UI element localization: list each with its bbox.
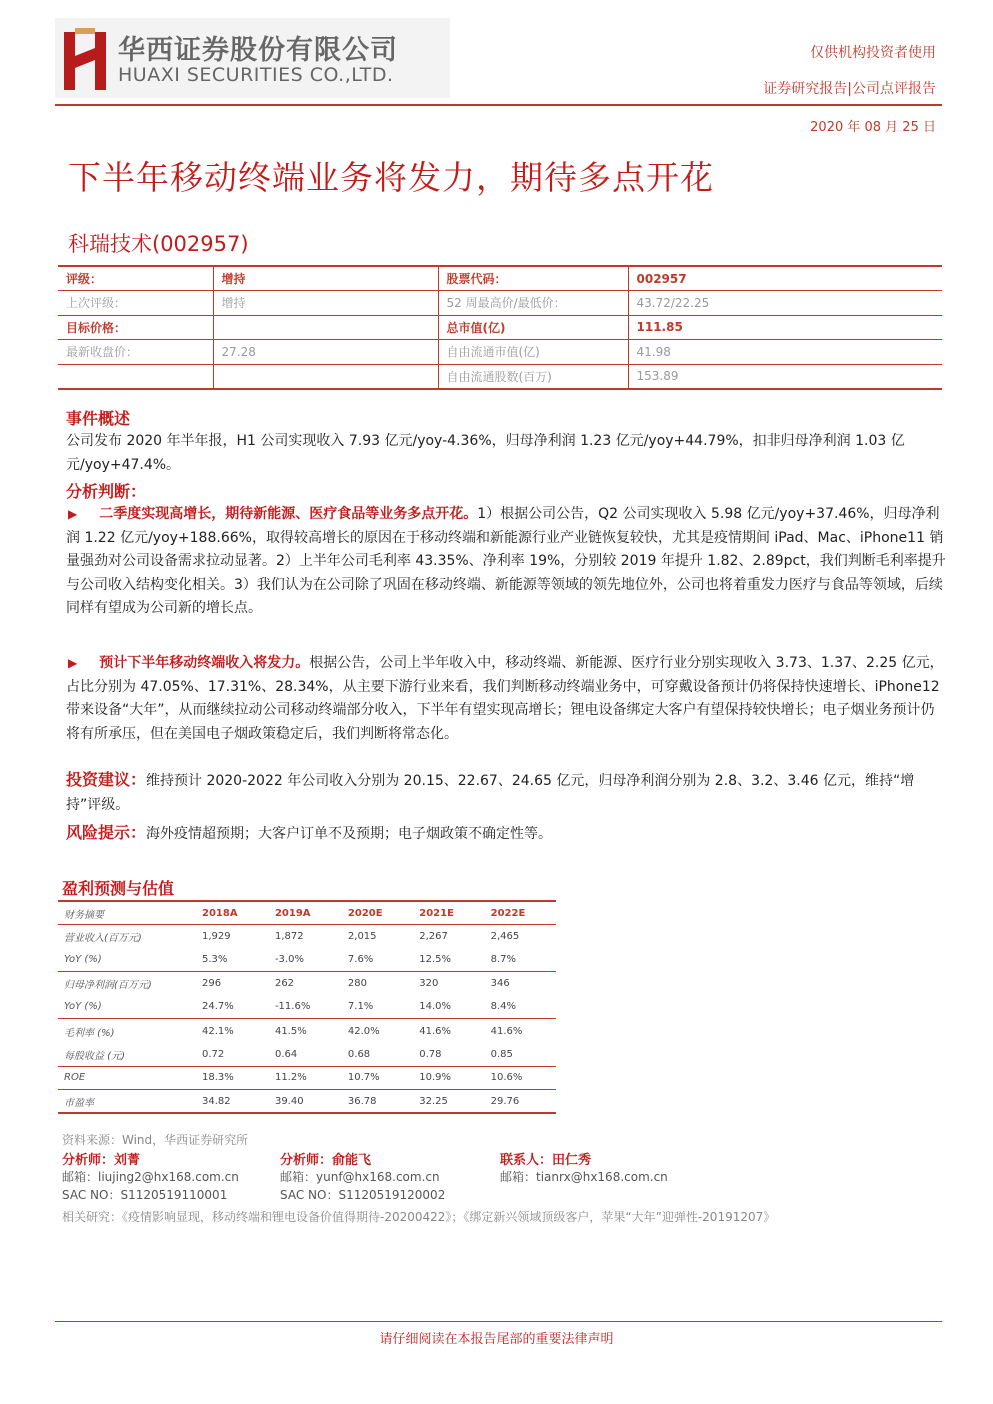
contact-name: 联系人：田仁秀 [500,1153,592,1168]
table-cell: 2,465 [490,931,520,943]
table-row [58,925,556,949]
invest-paragraph [66,768,946,817]
table-row [58,1043,556,1067]
table-cell: 7.1% [342,995,413,1019]
table-cell: 10.7% [342,1066,413,1090]
info-label: 最新收盘价： [58,340,213,365]
analysis-paragraph-1 [66,503,946,621]
table-cell: 0.78 [413,1043,484,1067]
analysis-heading: 分析判断： [66,482,147,501]
table-row [58,1090,556,1114]
analysis-paragraph-2 [66,652,946,746]
bullet-icon: ▶ [68,656,78,670]
table-cell: 42.0% [347,1025,380,1037]
rating-info-table [58,265,942,390]
table-source: 资料来源：Wind，华西证券研究所 [62,1133,249,1147]
table-cell: 2,267 [419,931,448,943]
invest-text: 维持预计 2020-2022 年公司收入分别为 20.15、22.67、24.65 亿元，归母净利润分别为 2.8、3.2、3.46 亿元，维持“增持”评级。 [66,773,915,813]
info-row [58,291,942,316]
footer-divider [55,1321,942,1322]
analysis-point-2-text: 根据公告，公司上半年收入中，移动终端、新能源、医疗行业分别实现收入 3.73、1.37、2.25 亿元，占比分别为 47.05%、17.31%、28.34%，从主要下游行业来看，我们判断移动终端业务中，可穿戴设备预计仍将保持快速增长、iPhone12 带来设备“大年”，从而继续拉动公司移动终端部分收入，下半年有望实现高增长；锂电设备绑定大客户有望保持较快增长；电子烟业务预计仍将有所承压，但在美国电子烟政策稳定后，我们判断将常态化。 [66,655,944,742]
analyst-sac: SAC NO：S1120519110001 [62,1188,228,1202]
table-cell: YoY (%) [58,995,196,1019]
analyst-name: 分析师：刘菁 [62,1153,141,1168]
info-value: 27.28 [213,340,438,365]
info-value [213,364,438,389]
table-cell: 2,015 [347,931,377,943]
company-name-en: HUAXI SECURITIES CO.,LTD. [118,64,394,86]
table-cell: 36.78 [342,1090,413,1114]
table-cell: -11.6% [269,995,342,1019]
info-row [58,266,942,291]
table-cell: 12.5% [413,948,484,972]
invest-heading: 投资建议： [66,770,147,789]
header-divider [55,104,942,106]
table-row [58,948,556,972]
table-header-cell: 财务摘要 [58,901,196,925]
table-row [58,1019,556,1043]
footer-disclaimer: 请仔细阅读在本报告尾部的重要法律声明 [379,1332,614,1347]
table-header-cell: 2018A [196,901,269,925]
contact-email: 邮箱：tianrx@hx168.com.cn [500,1170,668,1184]
table-header-cell: 2021E [413,901,484,925]
info-value: 002957 [628,266,942,291]
table-cell: 毛利率 (%) [64,1027,115,1039]
info-value: 增持 [213,266,438,291]
table-header-cell: 2022E [485,901,556,925]
risk-heading: 风险提示： [66,823,147,842]
table-cell: 24.7% [196,995,269,1019]
bullet-icon: ▶ [68,507,78,521]
table-cell: YoY (%) [58,948,196,972]
analyst-email: 邮箱：yunf@hx168.com.cn [280,1170,440,1184]
table-cell: 1,872 [274,931,304,943]
table-header-cell: 2019A [269,901,342,925]
table-cell: 42.1% [202,1025,234,1037]
table-cell: 34.82 [196,1090,269,1114]
contact-card [500,1149,668,1186]
huaxi-logo-icon [62,26,110,92]
table-cell: 262 [274,978,295,990]
info-label: 自由流通股数(百万) [438,364,628,389]
table-cell: 0.72 [196,1043,269,1067]
event-heading: 事件概述 [66,409,131,428]
table-cell: 29.76 [485,1090,556,1114]
info-label: 自由流通市值(亿) [438,340,628,365]
table-header-cell: 2020E [342,901,413,925]
table-cell: 39.40 [269,1090,342,1114]
table-cell: 41.6% [419,1025,452,1037]
analyst-card [280,1149,445,1204]
table-cell: 296 [202,978,222,990]
table-cell: 营业收入(百万元) [64,933,142,945]
analyst-sac: SAC NO：S1120519120002 [280,1188,446,1202]
info-label: 上次评级： [58,291,213,316]
table-row [58,995,556,1019]
table-cell: 1,929 [202,931,231,943]
info-label [58,364,213,389]
table-cell: 5.3% [196,948,269,972]
table-cell: 0.64 [269,1043,342,1067]
info-row [58,364,942,389]
table-cell: 8.7% [485,948,556,972]
report-type-tag: 证券研究报告|公司点评报告 [763,81,936,97]
report-title: 下半年移动终端业务将发力，期待多点开花 [68,158,714,197]
risk-text: 海外疫情超预期；大客户订单不及预期；电子烟政策不确定性等。 [146,826,553,842]
table-header-row [58,901,556,925]
table-cell: 每股收益 (元) [58,1043,196,1067]
event-text: 公司发布 2020 年半年报，H1 公司实现收入 7.93 亿元/yoy-4.36%，归母净利润 1.23 亿元/yoy+44.79%，扣非归母净利润 1.03 亿元/yoy+47.4%。 [66,433,905,473]
related-research: 相关研究：《疫情影响显现，移动终端和锂电设备价值得期待-20200422》；《绑定新兴领域顶级客户，苹果“大年”迎弹性-20191207》 [62,1210,776,1224]
audience-tag: 仅供机构投资者使用 [810,45,936,61]
table-cell: 7.6% [342,948,413,972]
table-cell: 11.2% [269,1066,342,1090]
report-date: 2020 年 08 月 25 日 [810,120,936,135]
info-row [58,315,942,340]
analysis-point-2-heading: 预计下半年移动终端收入将发力。 [99,655,310,671]
table-cell: 0.85 [485,1043,556,1067]
table-cell: 346 [490,978,510,990]
table-cell: 41.6% [490,1025,523,1037]
info-label: 总市值(亿) [438,315,628,340]
info-value [213,315,438,340]
info-label: 目标价格： [58,315,213,340]
analysis-point-1-heading: 二季度实现高增长，期待新能源、医疗食品等业务多点开花。 [99,506,478,522]
stock-name: 科瑞技术(002957) [68,232,249,256]
table-cell: 市盈率 [58,1090,196,1114]
table-cell: 10.9% [413,1066,484,1090]
table-cell: 归母净利润(百万元) [64,980,152,992]
company-name-cn: 华西证券股份有限公司 [118,35,398,66]
info-value: 153.89 [628,364,942,389]
table-cell: 10.6% [485,1066,556,1090]
info-value: 增持 [213,291,438,316]
financial-forecast-title: 盈利预测与估值 [62,879,175,898]
table-cell: 280 [347,978,367,990]
risk-paragraph [66,821,946,847]
analyst-card [62,1149,239,1204]
info-label: 股票代码： [438,266,628,291]
table-cell: 8.4% [485,995,556,1019]
table-cell: 18.3% [196,1066,269,1090]
table-cell: -3.0% [269,948,342,972]
table-cell: 32.25 [413,1090,484,1114]
table-cell: 14.0% [413,995,484,1019]
financial-forecast-table [58,900,556,1114]
table-row [58,1066,556,1090]
table-row [58,972,556,996]
info-value: 41.98 [628,340,942,365]
info-value: 43.72/22.25 [628,291,942,316]
info-row [58,340,942,365]
table-cell: 320 [419,978,439,990]
analyst-name: 分析师：俞能飞 [280,1153,372,1168]
table-cell: 0.68 [342,1043,413,1067]
analyst-email: 邮箱：liujing2@hx168.com.cn [62,1170,239,1184]
table-cell: 41.5% [274,1025,307,1037]
analysis-point-1-text: 1）根据公司公告，Q2 公司实现收入 5.98 亿元/yoy+37.46%，归母净利润 1.22 亿元/yoy+188.66%，取得较高增长的原因在于移动终端和新能源行业产业链恢复较快，尤其是疫情期间 iPad、Mac、iPhone11 销量强劲对公司设备需求拉动显著。2）上半年公司毛利率 43.35%、净利率 19%，分别较 2019 年提升 1.82、2.89pct，我们判断毛利率提升与公司收入结构变化相关。3）我们认为在公司除了巩固在移动终端、新能源等领域的领先地位外，公司也将着重发力医疗与食品等领域，后续同样有望成为公司新的增长点。 [66,506,946,616]
info-label: 52 周最高价/最低价： [438,291,628,316]
info-label: 评级： [58,266,213,291]
table-cell: ROE [58,1066,196,1090]
info-value: 111.85 [628,315,942,340]
